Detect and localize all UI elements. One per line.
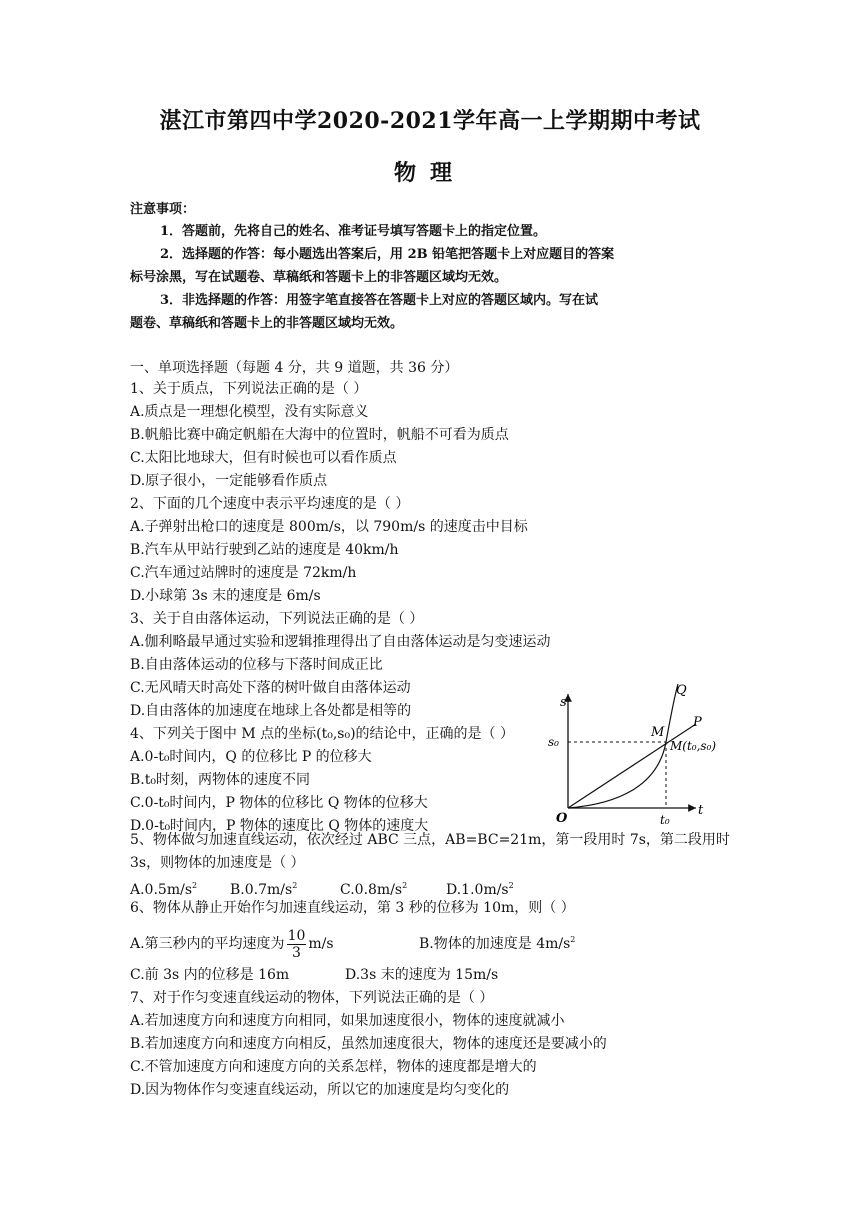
q6-options-ab [130, 922, 576, 961]
notes-item-3b: 题卷、草稿纸和答题卡上的非答题区域均无效。 [130, 316, 404, 331]
origin-label: O [556, 811, 568, 826]
q5-option-b: $B.0.7m/s^2$ [230, 881, 298, 898]
q7-option-c: C.不管加速度方向和速度方向的关系怎样，物体的速度都是增大的 [130, 1059, 537, 1075]
axis-t-label: t [698, 803, 704, 818]
exam-title: 湛江市第四中学2020-2021学年高一上学期期中考试 [159, 108, 701, 134]
q5-option-c: $C.0.8m/s^2$ [340, 881, 408, 898]
q2-option-c: C.汽车通过站牌时的速度是 72km/h [130, 565, 357, 581]
q1-option-d: D.原子很小，一定能够看作质点 [130, 473, 328, 489]
q6-option-b: B.物体的加速度是 $4m/s^2$ [419, 935, 576, 952]
q7-option-b: B.若加速度方向和速度方向相反，虽然加速度很大，物体的速度还是要减小的 [130, 1036, 607, 1052]
q4-option-a: A.0-t₀时间内，Q 的位移比 P 的位移大 [130, 749, 372, 765]
q1-option-a: A.质点是一理想化模型，没有实际意义 [130, 404, 369, 420]
section-title: 一、单项选择题（每题 4 分，共 9 道题，共 36 分） [130, 360, 459, 376]
q1-option-c: C.太阳比地球大，但有时候也可以看作质点 [130, 450, 397, 466]
point-m-label: M [651, 725, 665, 740]
q6-option-a: A.第三秒内的平均速度为 $\frac{10}{3}$ m/s [130, 927, 334, 961]
notes-item-3a: 3．非选择题的作答：用签字笔直接答在答题卡上对应的答题区域内。写在试 [160, 293, 599, 308]
q4-option-c: C.0-t₀时间内，P 物体的位移比 Q 物体的位移大 [130, 795, 428, 811]
line-p [568, 724, 696, 808]
notes-item-2b: 标号涂黑，写在试题卷、草稿纸和答题卡上的非答题区域均无效。 [130, 270, 508, 285]
q2-option-a: A.子弹射出枪口的速度是 800m/s，以 790m/s 的速度击中目标 [130, 519, 528, 535]
q2-stem: 2、下面的几个速度中表示平均速度的是（ ） [130, 496, 410, 512]
axis-s-label: s [560, 695, 567, 710]
q3-stem: 3、关于自由落体运动，下列说法正确的是（ ） [130, 611, 424, 627]
q6-options-cd [130, 965, 498, 985]
q1-stem: 1、关于质点，下列说法正确的是（ ） [130, 381, 368, 397]
q7-option-a: A.若加速度方向和速度方向相同，如果加速度很小，物体的速度就减小 [130, 1013, 565, 1029]
q3-option-a: A.伽利略最早通过实验和逻辑推理得出了自由落体运动是匀变速运动 [130, 634, 551, 650]
q4-stem: 4、下列关于图中 M 点的坐标(t₀,s₀)的结论中，正确的是（ ） [130, 726, 515, 742]
line-p-label: P [693, 715, 702, 730]
q5-stem-1: 5、物体做匀加速直线运动，依次经过 ABC 三点，AB=BC=21m，第一段用时 7s，第二段用时 [130, 832, 730, 848]
q3-option-c: C.无风晴天时高处下落的树叶做自由落体运动 [130, 680, 411, 696]
q5-option-a: $A.0.5m/s^2$ [130, 881, 198, 898]
q3-option-d: D.自由落体的加速度在地球上各处都是相等的 [130, 703, 412, 719]
q2-option-d: D.小球第 3s 末的速度是 6m/s [130, 588, 321, 604]
q5-option-d: $D.1.0m/s^2$ [446, 881, 514, 898]
s0-label: s₀ [548, 735, 559, 749]
t0-label: t₀ [660, 813, 670, 826]
q6-fraction: $\frac{10}{3}$ [287, 927, 306, 961]
q6-stem: 6、物体从静止开始作匀加速直线运动，第 3 秒的位移为 10m，则（ ） [130, 900, 575, 916]
notes-heading: 注意事项： [130, 202, 196, 217]
q6-option-c: C.前 3s 内的位移是 16m [130, 967, 290, 983]
notes-item-2a: 2．选择题的作答：每小题选出答案后，用 2B 铅笔把答题卡上对应题目的答案 [160, 247, 615, 262]
q1-option-b: B.帆船比赛中确定帆船在大海中的位置时，帆船不可看为质点 [130, 427, 509, 443]
subject-title: 物理 [393, 160, 466, 186]
q5-options [130, 876, 514, 900]
q6-option-d: D.3s 末的速度为 15m/s [345, 967, 499, 983]
q3-option-b: B.自由落体运动的位移与下落时间成正比 [130, 657, 383, 673]
q7-stem: 7、对于作匀变速直线运动的物体，下列说法正确的是（ ） [130, 990, 494, 1006]
q4-option-b: B.t₀时刻，两物体的速度不同 [130, 772, 310, 788]
q4-option-d: D.0-t₀时间内，P 物体的速度比 Q 物体的速度大 [130, 818, 429, 834]
q4-st-graph [548, 676, 738, 826]
point-m-coord: M(t₀,s₀) [670, 739, 717, 753]
notes-item-1: 1．答题前，先将自己的姓名、准考证号填写答题卡上的指定位置。 [160, 224, 547, 239]
curve-q-label: Q [676, 683, 687, 698]
q2-option-b: B.汽车从甲站行驶到乙站的速度是 40km/h [130, 542, 399, 558]
q7-option-d: D.因为物体作匀变速直线运动，所以它的加速度是均匀变化的 [130, 1082, 510, 1098]
q5-stem-2: 3s，则物体的加速度是（ ） [130, 855, 305, 871]
